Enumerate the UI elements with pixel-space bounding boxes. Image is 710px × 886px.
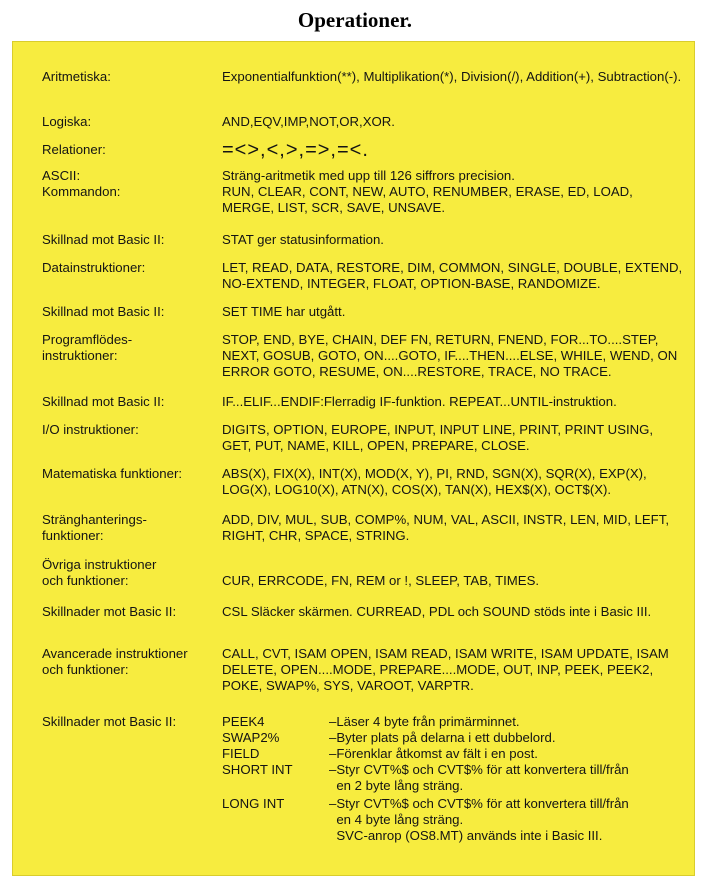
item-desc: –Läser 4 byte från primärminnet. (329, 714, 520, 729)
item-desc: –Förenklar åtkomst av fält i en post. (329, 746, 538, 761)
row-value: AND,EQV,IMP,NOT,OR,XOR. (222, 114, 395, 129)
item-desc: –Styr CVT%$ och CVT$% för att konvertera till/från en 4 byte lång sträng. SVC-anrop (OS8.MT) används inte i Basic III. (329, 796, 629, 843)
row-label: I/O instruktioner: (42, 422, 139, 437)
row-label: Avancerade instruktioner och funktioner: (42, 646, 188, 677)
row-label: Skillnad mot Basic II: (42, 304, 165, 319)
row-label: Skillnader mot Basic II: (42, 714, 177, 729)
item-name: SWAP2% (222, 730, 280, 745)
item-name: PEEK4 (222, 714, 265, 729)
row-label: Skillnad mot Basic II: (42, 394, 165, 409)
item-name: SHORT INT (222, 762, 293, 777)
item-name: LONG INT (222, 796, 285, 811)
row-value: IF...ELIF...ENDIF:Flerradig IF-funktion. REPEAT...UNTIL-instruktion. (222, 394, 617, 409)
row-value: CUR, ERRCODE, FN, REM or !, SLEEP, TAB, TIMES. (222, 573, 540, 588)
row-label: Aritmetiska: (42, 69, 111, 84)
row-label: Övriga instruktioner och funktioner: (42, 557, 157, 588)
row-value: DIGITS, OPTION, EUROPE, INPUT, INPUT LINE, PRINT, PRINT USING, GET, PUT, NAME, KILL, OPEN, PREPARE, CLOSE. (222, 422, 654, 453)
row-label: Skillnad mot Basic II: (42, 232, 165, 247)
row-value: ABS(X), FIX(X), INT(X), MOD(X, Y), PI, RND, SGN(X), SQR(X), EXP(X), LOG(X), LOG10(X), ATN(X), COS(X), TAN(X), HEX$(X), OCT$(X). (222, 466, 647, 497)
row-label: Skillnader mot Basic II: (42, 604, 177, 619)
row-label: ASCII: Kommandon: (42, 168, 121, 199)
row-label: Relationer: (42, 142, 106, 157)
operations-panel (12, 41, 695, 876)
row-value: LET, READ, DATA, RESTORE, DIM, COMMON, SINGLE, DOUBLE, EXTEND, NO-EXTEND, INTEGER, FLOAT, OPTION-BASE, RANDOMIZE. (222, 260, 683, 291)
row-value: CSL Släcker skärmen. CURREAD, PDL och SOUND stöds inte i Basic III. (222, 604, 652, 619)
item-desc: –Styr CVT%$ och CVT$% för att konvertera till/från en 2 byte lång sträng. (329, 762, 629, 793)
row-value: CALL, CVT, ISAM OPEN, ISAM READ, ISAM WRITE, ISAM UPDATE, ISAM DELETE, OPEN....MODE, PREPARE....MODE, OUT, INP, PEEK, PEEK2, POKE, SWAP%, SYS, VAROOT, VARPTR. (222, 646, 669, 693)
row-value: Sträng-aritmetik med upp till 126 siffrors precision. RUN, CLEAR, CONT, NEW, AUTO, RENUMBER, ERASE, ED, LOAD, MERGE, LIST, SCR, SAVE, UNSAVE. (222, 168, 633, 215)
row-value: Exponentialfunktion(**), Multiplikation(*), Division(/), Addition(+), Subtraction(-). (222, 69, 682, 84)
row-label: Matematiska funktioner: (42, 466, 182, 481)
row-value: STOP, END, BYE, CHAIN, DEF FN, RETURN, FNEND, FOR...TO....STEP, NEXT, GOSUB, GOTO, ON....GOTO, IF....THEN....ELSE, WHILE, WEND, ON ERROR GOTO, RESUME, ON....RESTORE, TRACE, NO TRACE. (222, 332, 678, 379)
row-label: Programflödes- instruktioner: (42, 332, 133, 363)
row-value: =<>,<,>,=>,=<. (222, 139, 369, 161)
item-name: FIELD (222, 746, 260, 761)
row-value: SET TIME har utgått. (222, 304, 346, 319)
row-label: Logiska: (42, 114, 92, 129)
row-value: ADD, DIV, MUL, SUB, COMP%, NUM, VAL, ASCII, INSTR, LEN, MID, LEFT, RIGHT, CHR, SPACE, STRING. (222, 512, 669, 543)
row-value: STAT ger statusinformation. (222, 232, 384, 247)
item-desc: –Byter plats på delarna i ett dubbelord. (329, 730, 556, 745)
page-title: Operationer. (297, 8, 413, 32)
row-label: Stränghanterings- funktioner: (42, 512, 147, 543)
row-label: Datainstruktioner: (42, 260, 146, 275)
